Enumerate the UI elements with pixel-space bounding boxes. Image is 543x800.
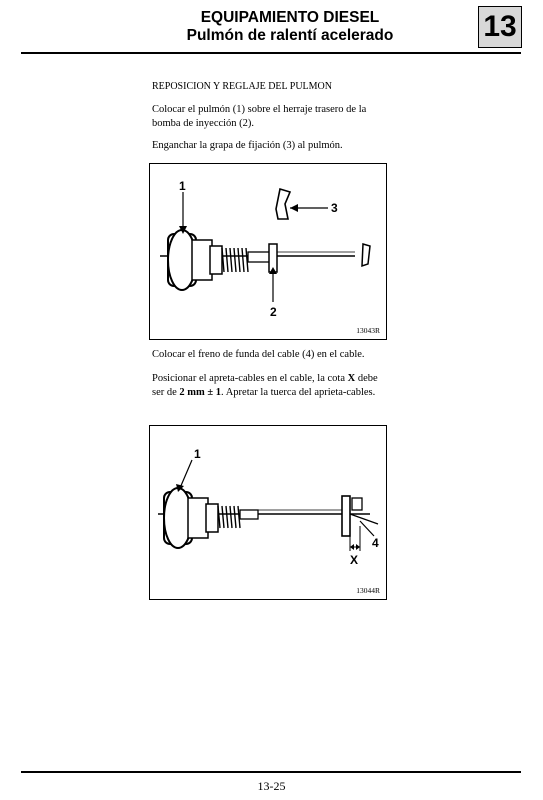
footer-divider xyxy=(21,771,521,773)
figure-1-callout-3: 3 xyxy=(331,201,338,215)
header-title-line1: EQUIPAMIENTO DIESEL xyxy=(200,9,380,26)
paragraph-4 xyxy=(152,372,392,400)
figure-2-callout-x: X xyxy=(350,553,359,567)
chapter-number-badge: 13 xyxy=(478,6,522,48)
paragraph-4-text-b: debe ser de xyxy=(152,373,378,398)
figure-13043R xyxy=(149,163,387,340)
paragraph-4-value: 2 mm ± 1 xyxy=(179,387,222,398)
paragraph-1: Colocar el pulmón (1) sobre el herraje trasero de la bomba de inyección (2). xyxy=(152,104,367,129)
header-divider xyxy=(21,52,521,54)
paragraph-4-dimension-x: X xyxy=(347,373,356,384)
paragraph-4-text-a: Posicionar el apreta-cables en el cable, la cota xyxy=(152,373,348,384)
figure-1-callout-2: 2 xyxy=(270,305,277,319)
figure-1-illustration xyxy=(150,164,386,339)
figure-2-reference: 13044R xyxy=(356,586,380,595)
paragraph-3: Colocar el freno de funda del cable (4) en el cable. xyxy=(152,349,365,360)
section-title: REPOSICION Y REGLAJE DEL PULMON xyxy=(152,81,332,92)
paragraph-4-text-c: . Apretar la tuerca del aprieta-cables. xyxy=(221,387,376,398)
figure-2-illustration xyxy=(150,426,386,599)
page-header-title xyxy=(140,9,440,44)
page-number: 13-25 xyxy=(257,779,286,793)
paragraph-2: Enganchar la grapa de fijación (3) al pulmón. xyxy=(152,140,343,151)
figure-1-callout-1: 1 xyxy=(179,179,186,193)
figure-1-reference: 13043R xyxy=(356,326,380,335)
figure-2-callout-4: 4 xyxy=(372,536,379,550)
header-title-line2: Pulmón de ralentí acelerado xyxy=(186,27,394,45)
figure-2-callout-1: 1 xyxy=(194,447,201,461)
figure-13044R xyxy=(149,425,387,600)
